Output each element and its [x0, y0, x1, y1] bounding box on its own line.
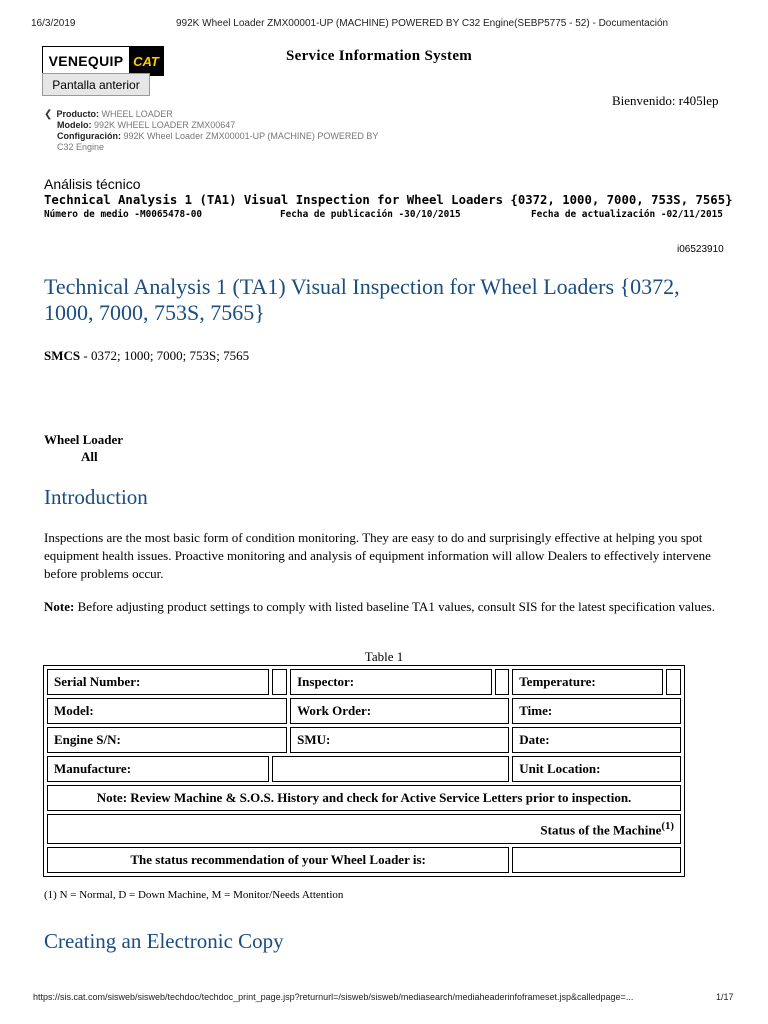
smcs-value: - 0372; 1000; 7000; 753S; 7565 [80, 348, 250, 363]
table-row [47, 756, 681, 782]
inspector-value[interactable] [495, 669, 510, 695]
inspection-table [43, 665, 685, 877]
table-note-cell: Note: Review Machine & S.O.S. History and check for Active Service Letters prior to inspection. [47, 785, 681, 811]
welcome-text: Bienvenido: r405lep [612, 93, 719, 108]
venequip-cat-logo [42, 46, 164, 76]
status-recommendation-cell: The status recommendation of your Wheel Loader is: [47, 847, 509, 873]
logo-text: VENEQUIP [48, 53, 124, 69]
document-title: Technical Analysis 1 (TA1) Visual Inspection for Wheel Loaders {0372, 1000, 7000, 753S, 7565} [44, 193, 733, 207]
serial-number-value[interactable] [272, 669, 287, 695]
status-header: Status of the Machine [540, 822, 662, 838]
publish-date: Fecha de publicación -30/10/2015 [280, 209, 461, 220]
temperature-value[interactable] [666, 669, 681, 695]
product-label: Producto: [56, 109, 100, 119]
table-row [47, 727, 681, 753]
update-date: Fecha de actualización -02/11/2015 [531, 209, 723, 220]
manufacture-cell: Manufacture: [47, 756, 269, 782]
table-footnote: (1) N = Normal, D = Down Machine, M = Monitor/Needs Attention [44, 889, 344, 901]
smu-cell: SMU: [290, 727, 509, 753]
config-value-line2: C32 Engine [57, 142, 105, 152]
smcs-label: SMCS [44, 348, 81, 363]
unit-location-cell: Unit Location: [512, 756, 681, 782]
table-row [47, 814, 681, 844]
temperature-cell: Temperature: [512, 669, 663, 695]
applicability [44, 431, 123, 465]
table-row [47, 785, 681, 811]
print-date: 16/3/2019 [31, 18, 76, 29]
config-value-line1: 992K Wheel Loader ZMX00001-UP (MACHINE) POWERED BY [123, 131, 379, 141]
work-order-cell: Work Order: [290, 698, 509, 724]
page-title: Technical Analysis 1 (TA1) Visual Inspection for Wheel Loaders {0372, 1000, 7000, 753S, 7565} [44, 274, 680, 325]
previous-screen-button[interactable]: Pantalla anterior [42, 73, 150, 96]
introduction-paragraph: Inspections are the most basic form of condition monitoring. They are easy to do and surprisingly effective at helping you spot equipment health issues. Proactive monitoring and analysis of equipment information will allow Dealers to effectively intervene before problems occur. [44, 530, 711, 581]
system-title: Service Information System [286, 48, 473, 64]
print-footer-url: https://sis.cat.com/sisweb/sisweb/techdoc/techdoc_print_page.jsp?returnurl=/sisweb/sisweb/mediasearch/mediaheaderinfoframeset.jsp&calledpage=... [33, 992, 634, 1002]
time-cell: Time: [512, 698, 681, 724]
note-label: Note: [44, 599, 75, 614]
note-text: Before adjusting product settings to comply with listed baseline TA1 values, consult SIS for the latest specification values. [74, 599, 715, 614]
table-row [47, 847, 681, 873]
smcs-line [44, 348, 249, 364]
status-recommendation-value[interactable] [512, 847, 681, 873]
table-caption: Table 1 [364, 649, 404, 664]
electronic-copy-heading: Creating an Electronic Copy [44, 929, 284, 953]
date-cell: Date: [512, 727, 681, 753]
manufacture-value[interactable] [272, 756, 509, 782]
back-arrow-icon[interactable]: ❮ [44, 109, 53, 120]
engine-sn-cell: Engine S/N: [47, 727, 287, 753]
status-header-cell [47, 814, 681, 844]
model-cell: Model: [47, 698, 287, 724]
applicability-machine: Wheel Loader [44, 432, 124, 447]
model-label: Modelo: [57, 120, 92, 130]
note-paragraph [44, 598, 724, 616]
table-row [47, 698, 681, 724]
model-value: 992K WHEEL LOADER ZMX00647 [94, 120, 236, 130]
serial-number-cell: Serial Number: [47, 669, 269, 695]
config-label: Configuración: [57, 131, 121, 141]
status-footnote-ref: (1) [661, 819, 674, 832]
table-row [47, 669, 681, 695]
inspector-cell: Inspector: [290, 669, 491, 695]
applicability-range: All [81, 449, 98, 464]
media-number: Número de medio -M0065478-00 [44, 209, 203, 220]
breadcrumb [44, 109, 378, 153]
print-title: 992K Wheel Loader ZMX00001-UP (MACHINE) POWERED BY C32 Engine(SEBP5775 - 52) - Documentación [176, 18, 669, 29]
print-footer-page: 1/17 [716, 992, 734, 1002]
cat-logo-icon: CAT [129, 47, 163, 75]
document-id: i06523910 [677, 244, 724, 255]
introduction-heading: Introduction [44, 485, 148, 509]
document-kind: Análisis técnico [44, 176, 141, 192]
product-value: WHEEL LOADER [101, 109, 173, 119]
